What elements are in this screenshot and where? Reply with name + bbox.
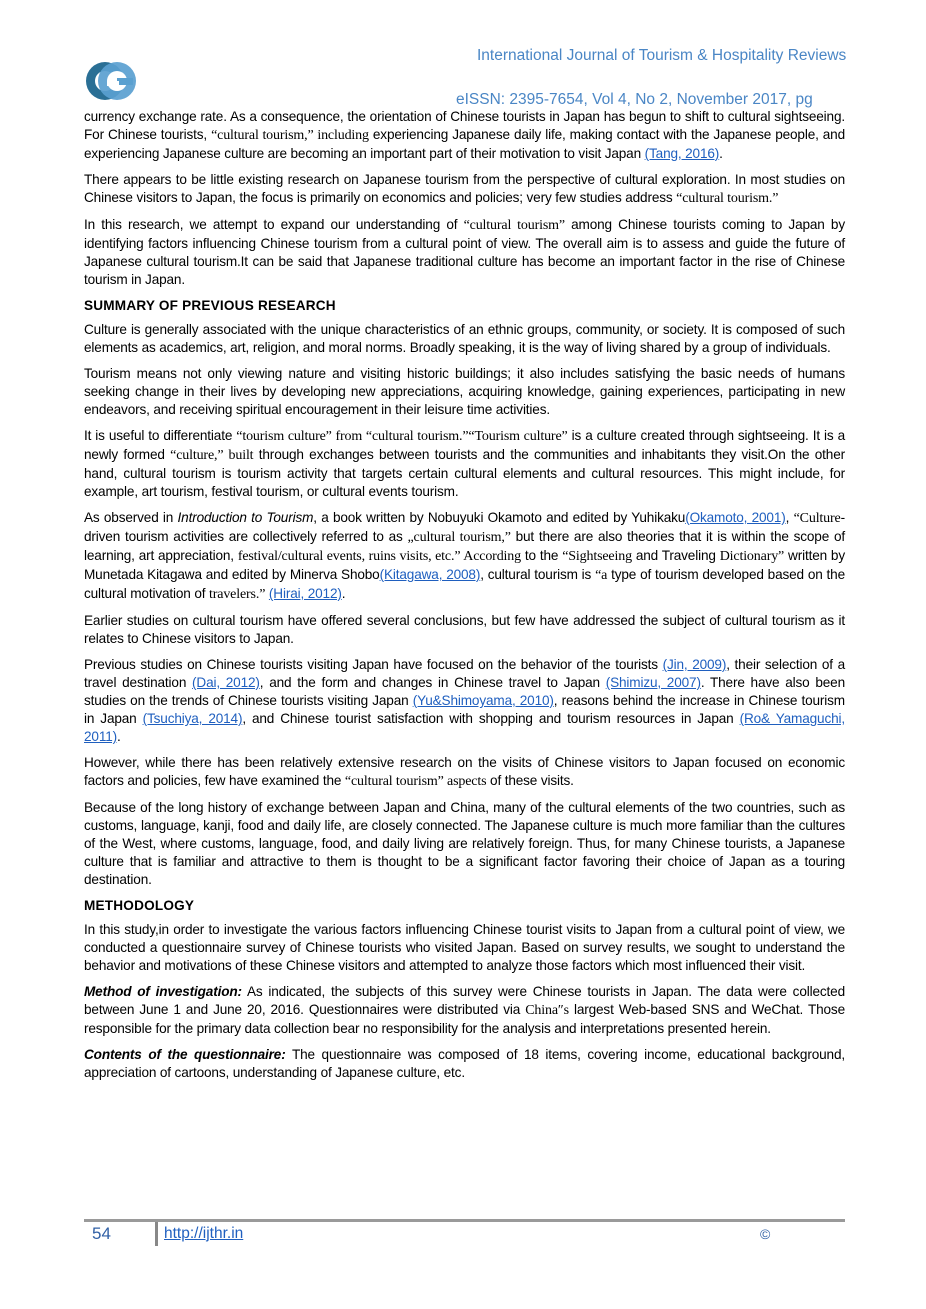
paragraph — [84, 656, 845, 746]
text: , and Chinese tourist satisfaction with shopping and tourism resources in Japan — [242, 711, 740, 726]
citation-link[interactable]: (Shimizu, 2007) — [605, 675, 701, 690]
text: Previous studies on Chinese tourists visiting Japan have focused on the behavior of the tourists — [84, 657, 663, 672]
text: . — [719, 146, 723, 161]
issue-info: eISSN: 2395-7654, Vol 4, No 2, November 2017, pg — [456, 91, 813, 108]
text: experiencing Japanese daily life, making contact with the Japanese people, and experiencing Japanese culture are becoming an important part of their motivation to visit Japan — [84, 127, 846, 161]
text: , a book written by Nobuyuki Okamoto and edited by Yuhikaku — [313, 510, 686, 525]
citation-link[interactable]: (Jin, 2009) — [662, 657, 727, 672]
journal-logo — [84, 60, 138, 102]
text: , their selection of a travel destination — [84, 657, 846, 690]
quoted-term: “Culture — [793, 511, 841, 526]
paragraph — [84, 509, 845, 604]
quoted-term: “cultural tourism,” including — [211, 128, 369, 143]
section-heading-methodology: METHODOLOGY — [84, 898, 195, 913]
page-number: 54 — [92, 1224, 111, 1243]
text: , and the form and changes in Chinese travel to Japan — [259, 675, 606, 690]
paragraph: In this study,in order to investigate the various factors influencing Chinese tourist visits to Japan from a cultural point of view, we conducted a questionnaire survey of Chinese tourists who visited Japan. Based on survey results, we sought to understand the behavior and motivations of these Chinese visitors and attempted to analyze those factors which most influenced their visit. — [84, 922, 845, 973]
text: . There have also been studies on the trends of Chinese tourists visiting Japan — [84, 675, 845, 708]
quoted-term: “Sightseeing — [562, 549, 632, 564]
quoted-term: China″s — [525, 1003, 569, 1018]
text: , reasons behind the increase in Chinese tourism in Japan — [84, 693, 845, 726]
text: among Chinese tourists coming to Japan by identifying factors influencing Chinese tourism from a cultural point of view. The overall aim is to assess and guide the future of Japanese cultural tourism.It can be said that Japanese traditional culture has become an important factor in the rise of Chinese tourism in Japan. — [84, 217, 845, 287]
text: , cultural tourism is — [480, 567, 596, 582]
quoted-term: festival/cultural events, ruins visits, etc.” According — [237, 549, 521, 564]
citation-link[interactable]: (Dai, 2012) — [192, 675, 260, 690]
paragraph: Tourism means not only viewing nature and visiting historic buildings; it also includes satisfying the basic needs of humans seeking change in their lives by developing new appreciations, acquiring knowledge, gaining experiences, participating in new endeavors, and receiving spiritual encouragement in their leisure time activities. — [84, 366, 845, 417]
text: . — [117, 729, 121, 744]
text: written by Munetada Kitagawa and edited by Minerva Shobo — [84, 548, 845, 582]
citation-link[interactable]: (Okamoto, 2001) — [685, 510, 786, 525]
paragraph: Culture is generally associated with the unique characteristics of an ethnic groups, community, or society. It is composed of such elements as academics, art, religion, and moral norms. Broadly speaking, it is the way of living shared by a group of individuals. — [84, 322, 845, 355]
text: largest Web-based SNS and WeChat. Those responsible for the primary data collection bear no responsibility for the analysis and interpretations presented herein. — [84, 1002, 845, 1036]
text: It is useful to differentiate — [84, 428, 237, 443]
text: However, while there has been relatively extensive research on the visits of Chinese visitors to Japan focused on economic factors and policies, few have examined the — [84, 755, 845, 788]
paragraph — [84, 171, 845, 208]
text: There appears to be little existing research on Japanese tourism from the perspective of cultural exploration. In most studies on Chinese visitors to Japan, the focus is primarily on economics and policies; very few studies address — [84, 172, 845, 205]
text: to the — [520, 548, 563, 563]
quoted-term: “cultural tourism” aspects — [344, 774, 487, 789]
paragraph — [84, 108, 845, 163]
text: -driven tourism activities are collectively referred to as — [84, 510, 845, 544]
quoted-term: “culture,” built — [170, 448, 254, 463]
text: As indicated, the subjects of this survey were Chinese tourists in Japan. The data were collected between June 1 and June 20, 2016. Questionnaires were distributed via — [84, 984, 845, 1017]
paragraph: Because of the long history of exchange between Japan and China, many of the cultural elements of the two countries, such as customs, language, kanji, food and daily life, are closely connected. The Japanese culture is much more familiar than the cultures of the West, where customs, language, food, and daily living are relatively foreign. Thus, for many Chinese tourists, a Japanese culture that is familiar and attractive to them is thought to be a significant factor favoring their choice of Japan as a touring destination. — [84, 800, 845, 887]
copyright-symbol: © — [760, 1226, 771, 1242]
quoted-term: Dictionary” — [719, 549, 785, 564]
text: , — [785, 510, 794, 525]
quoted-term: “a — [595, 568, 608, 583]
footer-separator — [155, 1222, 158, 1246]
quoted-term: “cultural tourism.” — [676, 191, 779, 206]
paragraph — [84, 983, 845, 1038]
citation-link[interactable]: (Ro& Yamaguchi, 2011) — [84, 711, 846, 744]
text: of these visits. — [486, 773, 574, 788]
citation-link[interactable]: (Tsuchiya, 2014) — [142, 711, 243, 726]
citation-link[interactable]: (Tang, 2016) — [644, 146, 720, 161]
text: through exchanges between tourists and the communities and inhabitants they visit.On the other hand, cultural tourism is tourism activity that targets certain cultural elements and cultural resources. This might include, for example, art tourism, festival tourism, or cultural events tourism. — [84, 447, 845, 499]
text: . — [341, 586, 346, 601]
ijthr-logo-icon — [84, 60, 138, 102]
journal-url-link[interactable]: http://ijthr.in — [164, 1225, 244, 1242]
text: The questionnaire was composed of 18 items, covering income, educational background, appreciation of cartoons, understanding of Japanese culture, etc. — [84, 1047, 845, 1080]
article-body — [84, 108, 845, 1090]
citation-link[interactable]: (Hirai, 2012) — [268, 586, 342, 601]
text: but there are also theories that it is within the scope of learning, art appreciation, — [84, 529, 845, 563]
paragraph: Earlier studies on cultural tourism have offered several conclusions, but few have addressed the subject of cultural tourism as it relates to Chinese visitors to Japan. — [84, 613, 845, 646]
run-in-label: Contents of the questionnaire: — [84, 1047, 286, 1062]
text: As observed in — [84, 510, 178, 525]
quoted-term: „cultural tourism,” — [407, 530, 511, 545]
text: type of tourism developed based on the cultural motivation of — [84, 567, 845, 601]
footer-divider — [84, 1219, 845, 1222]
quoted-term: travelers.” — [209, 587, 266, 602]
journal-title: International Journal of Tourism & Hospitality Reviews — [477, 47, 847, 64]
text: is a culture created through sightseeing. It is a newly formed — [84, 428, 845, 462]
citation-link[interactable]: (Kitagawa, 2008) — [379, 567, 481, 582]
text: In this research, we attempt to expand our understanding of — [84, 217, 464, 232]
run-in-label: Method of investigation: — [84, 984, 242, 999]
paragraph — [84, 754, 845, 791]
text: and Traveling — [631, 548, 720, 563]
citation-link[interactable]: (Yu&Shimoyama, 2010) — [412, 693, 554, 708]
paragraph — [84, 216, 845, 289]
book-title: Introduction to Tourism — [177, 510, 314, 525]
paragraph — [84, 427, 845, 501]
text: currency exchange rate. As a consequence, the orientation of Chinese tourists in Japan has begun to shift to cultural sightseeing. For Chinese tourists, — [84, 109, 845, 142]
quoted-term: “tourism culture” from “cultural tourism.”“Tourism culture” — [236, 429, 568, 444]
quoted-term: “cultural tourism” — [463, 218, 565, 233]
section-heading-previous-research: SUMMARY OF PREVIOUS RESEARCH — [84, 298, 336, 313]
paragraph — [84, 1046, 845, 1082]
